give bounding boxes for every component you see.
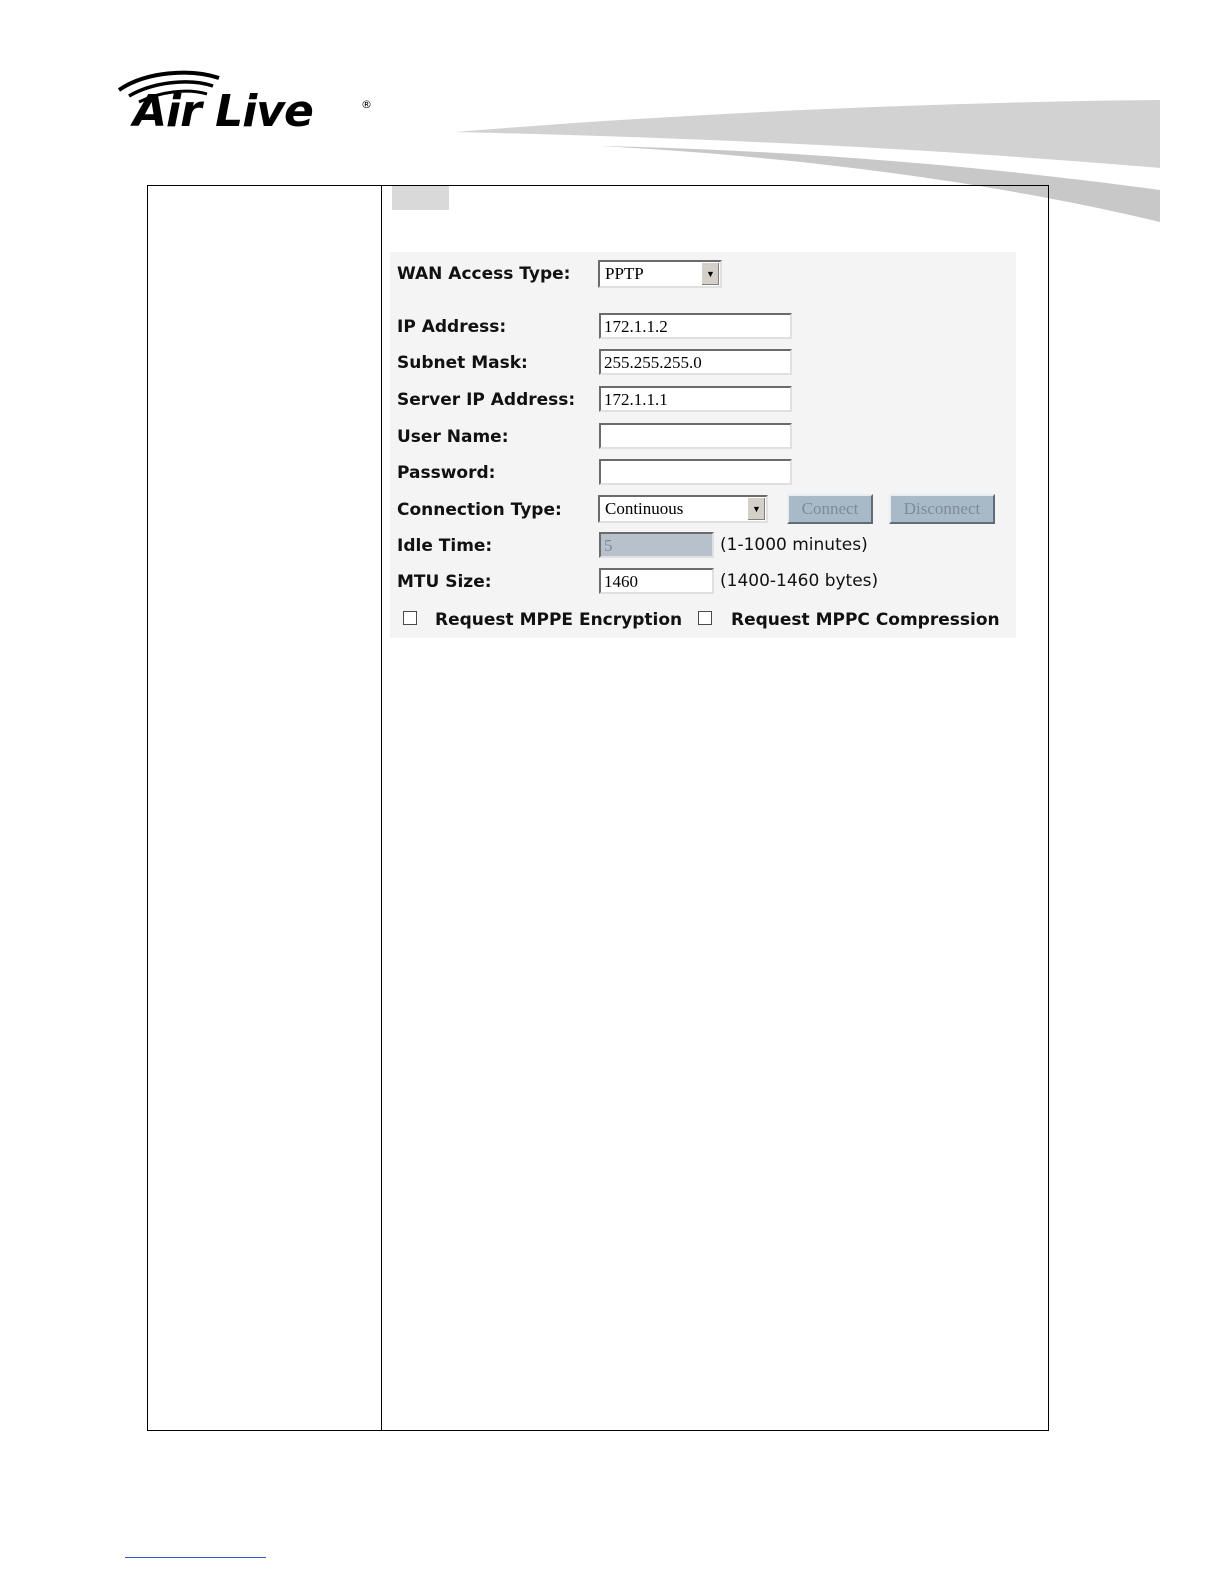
ip-address-input[interactable]: 172.1.1.2 [599,313,792,339]
airlive-logo [115,68,385,148]
mppe-label: Request MPPE Encryption [435,610,683,630]
logo-text: Air Live [133,86,313,137]
idle-time-label: Idle Time: [397,536,493,556]
wan-access-type-select[interactable] [598,260,722,288]
chevron-down-icon[interactable]: ▼ [747,498,765,520]
wan-access-type-value: PPTP [605,264,644,283]
password-label: Password: [397,463,496,483]
ip-address-label: IP Address: [397,317,507,337]
password-input[interactable] [599,459,792,485]
connection-type-value: Continuous [605,499,684,518]
mtu-size-input[interactable]: 1460 [599,568,714,594]
chevron-down-icon[interactable]: ▼ [701,263,719,285]
server-ip-input[interactable]: 172.1.1.1 [599,386,792,412]
connection-type-label: Connection Type: [397,500,562,520]
mtu-size-hint: (1400-1460 bytes) [720,571,879,591]
mtu-size-label: MTU Size: [397,572,492,592]
wan-access-type-label: WAN Access Type: [397,264,571,284]
user-name-input[interactable] [599,423,792,449]
server-ip-label: Server IP Address: [397,390,576,410]
connect-button[interactable]: Connect [787,494,873,524]
header-cell-shade [392,186,449,210]
pptp-settings-panel [390,252,1016,638]
column-divider [381,186,382,1430]
footer-link-underline [125,1557,266,1558]
connection-type-select[interactable] [598,495,768,523]
idle-time-input[interactable]: 5 [599,532,714,558]
idle-time-hint: (1-1000 minutes) [720,535,868,555]
subnet-mask-input[interactable]: 255.255.255.0 [599,349,792,375]
mppe-checkbox[interactable] [403,611,417,625]
disconnect-button[interactable]: Disconnect [889,494,995,524]
subnet-mask-label: Subnet Mask: [397,353,528,373]
mppc-label: Request MPPC Compression [731,610,1000,630]
mppc-checkbox[interactable] [698,611,712,625]
registered-mark: ® [361,98,372,111]
user-name-label: User Name: [397,427,509,447]
